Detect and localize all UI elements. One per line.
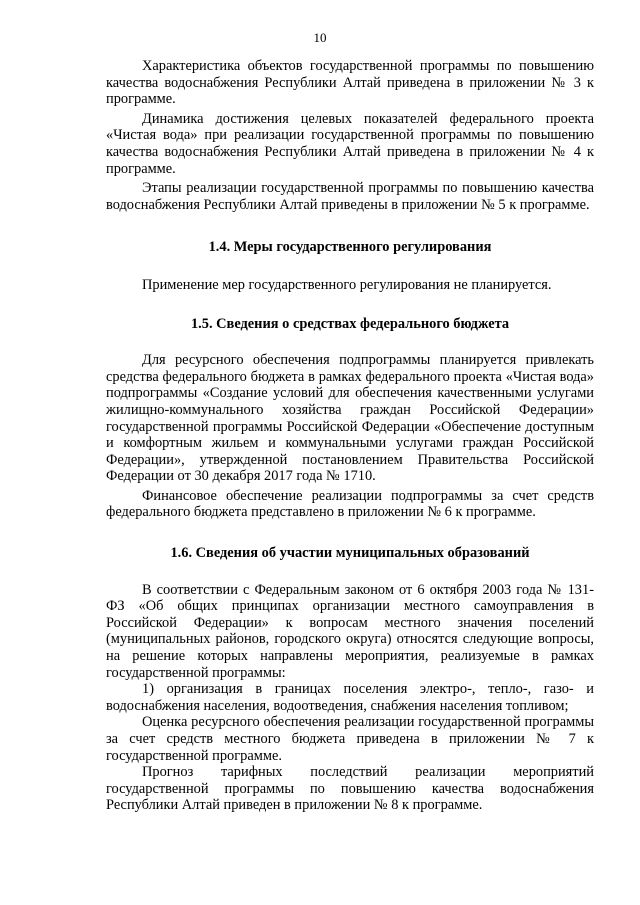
section-heading-1-5: 1.5. Сведения о средствах федерального бюджета <box>190 315 510 332</box>
paragraph-tariff-forecast: Прогноз тарифных последствий реализации мероприятий государственной программы по повышению качества водоснабжения Республики Алтай приведен в приложении № 8 к программе. <box>106 764 594 814</box>
paragraph-federal-law-reference: В соответствии с Федеральным законом от 6 октября 2003 года № 131-ФЗ «Об общих принципах организации местного самоуправления в Российской Федерации» к вопросам местного значения поселений (муниципальных районов, городского округа) относятся следующие вопросы, на решение которых направлены мероприятия, реализуемые в рамках государственной программы: <box>106 581 594 681</box>
paragraph-regulation-measures: Применение мер государственного регулирования не планируется. <box>142 276 552 293</box>
paragraph-object-characteristics: Характеристика объектов государственной программы по повышению качества водоснабжения Республики Алтай приведена в приложении № 3 к программе. <box>106 58 594 108</box>
section-heading-1-4: 1.4. Меры государственного регулирования <box>208 239 492 256</box>
paragraph-indicator-dynamics: Динамика достижения целевых показателей федерального проекта «Чистая вода» при реализации государственной программы по повышению качества водоснабжения Республики Алтай приведена в приложении № 4 к программе. <box>106 110 594 177</box>
paragraph-implementation-stages: Этапы реализации государственной программы по повышению качества водоснабжения Республики Алтай приведены в приложении № 5 к программе. <box>106 180 594 213</box>
page-content <box>106 58 594 814</box>
section-heading-1-6: 1.6. Сведения об участии муниципальных образований <box>170 545 530 562</box>
paragraph-federal-financing: Финансовое обеспечение реализации подпрограммы за счет средств федерального бюджета представлено в приложении № 6 к программе. <box>106 487 594 521</box>
paragraph-local-budget-assessment: Оценка ресурсного обеспечения реализации государственной программы за счет средств местного бюджета приведена в приложении № 7 к государственной программе. <box>106 714 594 764</box>
page-number: 10 <box>313 30 327 45</box>
paragraph-federal-budget-sources: Для ресурсного обеспечения подпрограммы планируется привлекать средства федерального бюджета в рамках федерального проекта «Чистая вода» подпрограммы «Создание условий для обеспечения качественными услугами жилищно-коммунального хозяйства граждан Российской Федерации» государственной программы Российской Федерации «Обеспечение доступным и комфортным жильем и коммунальными услугами граждан Российской Федерации», утвержденной постановлением Правительства Российской Федерации от 30 декабря 2017 года № 1710. <box>106 352 594 485</box>
paragraph-list-item-1: 1) организация в границах поселения электро-, тепло-, газо- и водоснабжения населения, водоотведения, снабжения населения топливом; <box>106 681 594 714</box>
